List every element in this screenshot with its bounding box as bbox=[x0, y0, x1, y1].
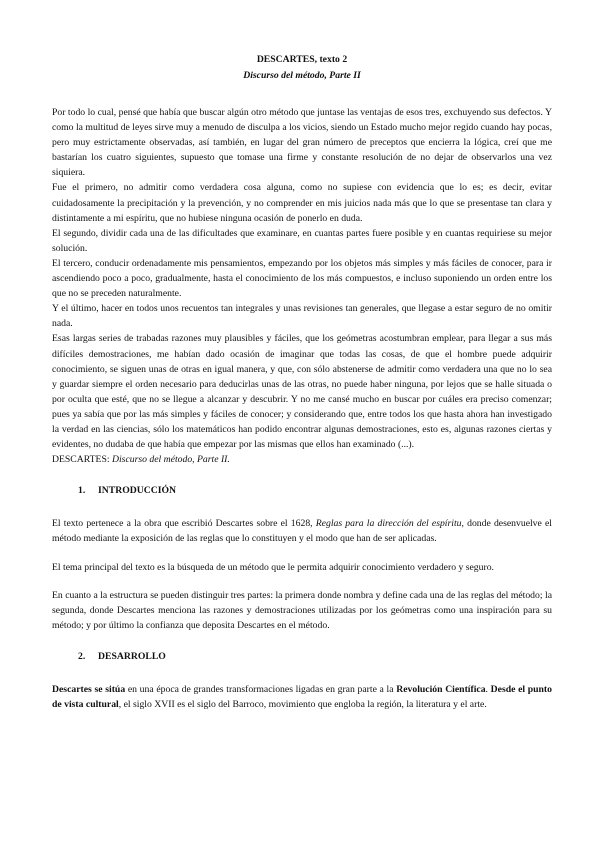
desarrollo-paragraph bbox=[52, 682, 552, 712]
intro-work-title: Reglas para la dirección del espíritu bbox=[315, 518, 462, 530]
bold-phrase: Desde el punto de vista cultural bbox=[52, 684, 553, 711]
quote-paragraph: El tercero, conducir ordenadamente mis pensamientos, empezando por los objetos más simples y más fáciles de conocer, para ir ascendiendo poco a poco, gradualmente, hasta el conocimiento de los más compuestos, e incluso suponiendo un orden entre los que no se preceden naturalmente. bbox=[52, 257, 552, 300]
section-number: 1. bbox=[78, 485, 86, 497]
document-subtitle: Discurso del método, Parte II bbox=[243, 69, 361, 81]
body-text: en una época de grandes transformaciones ligadas en gran parte a la bbox=[125, 684, 397, 695]
source-work: Discurso del método, Parte II. bbox=[111, 454, 230, 466]
quote-paragraph: El segundo, dividir cada una de las dificultades que examinare, en cuantas partes fuere posible y en cuantas requiriese su mejor solución. bbox=[52, 227, 552, 254]
quote-paragraph: Y el último, hacer en todos unos recuentos tan integrales y unas revisiones tan generales, que llegase a estar seguro de no omitir nada. bbox=[52, 303, 552, 330]
quote-paragraph: Fue el primero, no admitir como verdadera cosa alguna, como no supiese con evidencia que lo es; es decir, evitar cuidadosamente la precipitación y la prevención, y no comprender en mis juicios nada más que lo que se presentase tan clara y distintamente a mi espíritu, que no hubiese ninguna ocasión de ponerlo en duda. bbox=[52, 182, 552, 224]
bold-phrase: Descartes se sitúa bbox=[52, 684, 126, 695]
body-text: , el siglo XVII es el siglo del Barroco, movimiento que engloba la región, la literatura y el arte. bbox=[118, 699, 487, 711]
section-number: 2. bbox=[78, 650, 86, 662]
body-text: . bbox=[485, 684, 491, 695]
quote-paragraph: Esas largas series de trabadas razones muy plausibles y fáciles, que los geómetras acostumbran emplear, para llegar a sus más difíciles demostraciones, me habían dado ocasión de imaginar que todas las cosas, de que el hombre puede adquirir conocimiento, se siguen unas de otras en igual manera, y que, con sólo abstenerse de admitir como verdadera una que no lo sea y guardar siempre el orden necesario para deducirlas unas de las otras, no puede haber ninguna, por lejos que se halle situada o por oculta que esté, que no se llegue a alcanzar y descubrir. Y no me cansé mucho en buscar por cuáles era preciso comenzar; pues ya sabía que por las más simples y fáciles de conocer; y considerando que, entre todos los que hasta ahora han investigado la verdad en las ciencias, sólo los matemáticos han podido encontrar algunas demostraciones, esto es, algunas razones ciertas y evidentes, no dudaba de que había que empezar por las mismas que ellos han examinado (...). bbox=[52, 333, 552, 451]
bold-phrase: Revolución Científica bbox=[396, 684, 486, 695]
structure-paragraph: En cuanto a la estructura se pueden distinguir tres partes: la primera donde nombra y define cada una de las reglas del método; la segunda, donde Descartes menciona las razones y demostraciones utilizadas por los geómetras como una inspiración para su método; y por último la confianza que deposita Descartes en el método. bbox=[52, 589, 552, 631]
theme-paragraph: El tema principal del texto es la búsqueda de un método que le permita adquirir conocimiento verdadero y seguro. bbox=[52, 561, 494, 573]
section-heading-introduccion bbox=[78, 483, 552, 498]
section-heading-desarrollo bbox=[78, 649, 552, 664]
intro-text: El texto pertenece a la obra que escribió Descartes sobre el 1628, bbox=[52, 518, 316, 530]
section-title: DESARROLLO bbox=[98, 650, 166, 662]
quote-source bbox=[52, 452, 552, 467]
quote-paragraph: Por todo lo cual, pensé que había que buscar algún otro método que juntase las ventajas de esos tres, exchuyendo sus defectos. Y como la multitud de leyes sirve muy a menudo de disculpa a los vicios, siendo un Estado mucho mejor regido cuando hay pocas, pero muy estrictamente observadas, así también, en lugar del gran número de preceptos que encierra la lógica, creí que me bastarían los cuatro siguientes, supuesto que tomase una firme y constante resolución de no dejar de observarlos una vez siquiera. bbox=[52, 107, 552, 179]
source-author: DESCARTES: bbox=[52, 454, 110, 466]
section-title: INTRODUCCIÓN bbox=[98, 485, 177, 497]
intro-text: , donde desenvuelve el método mediante la exposición de las reglas que lo constituyen y el modo que han de ser aplicadas. bbox=[52, 518, 552, 545]
intro-paragraph bbox=[52, 516, 552, 546]
document-title: DESCARTES, texto 2 bbox=[256, 54, 348, 65]
